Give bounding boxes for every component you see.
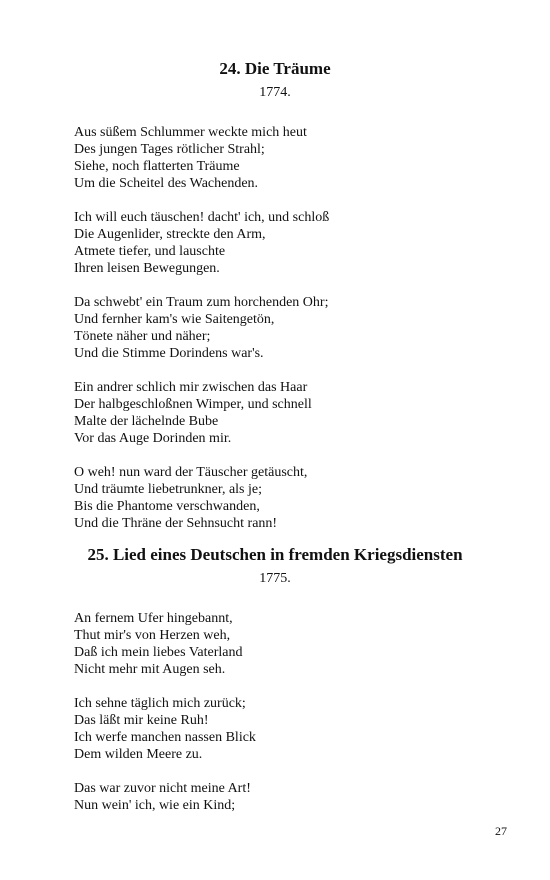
poem-24	[0, 58, 550, 532]
verse-line: Bis die Phantome verschwanden,	[74, 499, 260, 514]
verse-line: Der halbgeschloßnen Wimper, und schnell	[74, 397, 312, 412]
verse-line: Thut mir's von Herzen weh,	[74, 628, 231, 643]
stanza	[74, 294, 550, 362]
verse-line: Ein andrer schlich mir zwischen das Haar	[74, 380, 308, 395]
stanza	[74, 780, 550, 814]
verse-line: O weh! nun ward der Täuscher getäuscht,	[74, 465, 308, 480]
stanza	[74, 124, 550, 192]
verse-line: Ich werfe manchen nassen Blick	[74, 730, 256, 745]
stanza	[74, 464, 550, 532]
verse-line: Atmete tiefer, und lauschte	[74, 244, 226, 259]
poem-year: 1775.	[259, 571, 291, 586]
verse-line: Siehe, noch flatterten Träume	[74, 159, 240, 174]
page-number: 27	[495, 824, 507, 838]
poem-title: 24. Die Träume	[219, 59, 331, 78]
verse-line: Malte der lächelnde Bube	[74, 414, 219, 429]
stanza	[74, 610, 550, 678]
verse-line: Und fernher kam's wie Saitengetön,	[74, 312, 275, 327]
verse-line: Ich sehne täglich mich zurück;	[74, 696, 246, 711]
stanza	[74, 379, 550, 447]
verse-line: Ihren leisen Bewegungen.	[74, 261, 220, 276]
stanza	[74, 695, 550, 763]
verse-line: Das läßt mir keine Ruh!	[74, 713, 209, 728]
verse-line: Ich will euch täuschen! dacht' ich, und schloß	[74, 210, 330, 225]
verse-line: An fernem Ufer hingebannt,	[74, 611, 233, 626]
stanza	[74, 209, 550, 277]
verse-line: Nun wein' ich, wie ein Kind;	[74, 798, 236, 813]
verse-line: Die Augenlider, streckte den Arm,	[74, 227, 266, 242]
poem-body	[74, 610, 550, 814]
verse-line: Vor das Auge Dorinden mir.	[74, 431, 232, 446]
verse-line: Das war zuvor nicht meine Art!	[74, 781, 251, 796]
verse-line: Nicht mehr mit Augen seh.	[74, 662, 226, 677]
verse-line: Aus süßem Schlummer weckte mich heut	[74, 125, 307, 140]
verse-line: Da schwebt' ein Traum zum horchenden Ohr;	[74, 295, 329, 310]
poem-title: 25. Lied eines Deutschen in fremden Kriegsdiensten	[87, 545, 463, 564]
verse-line: Um die Scheitel des Wachenden.	[74, 176, 259, 191]
verse-line: Tönete näher und näher;	[74, 329, 211, 344]
verse-line: Dem wilden Meere zu.	[74, 747, 203, 762]
verse-line: Und träumte liebetrunkner, als je;	[74, 482, 262, 497]
verse-line: Und die Thräne der Sehnsucht rann!	[74, 516, 278, 531]
poem-body	[74, 124, 550, 532]
verse-line: Und die Stimme Dorindens war's.	[74, 346, 264, 361]
verse-line: Des jungen Tages rötlicher Strahl;	[74, 142, 265, 157]
poem-year: 1774.	[259, 85, 291, 100]
verse-line: Daß ich mein liebes Vaterland	[74, 645, 243, 660]
poem-25	[0, 544, 550, 814]
